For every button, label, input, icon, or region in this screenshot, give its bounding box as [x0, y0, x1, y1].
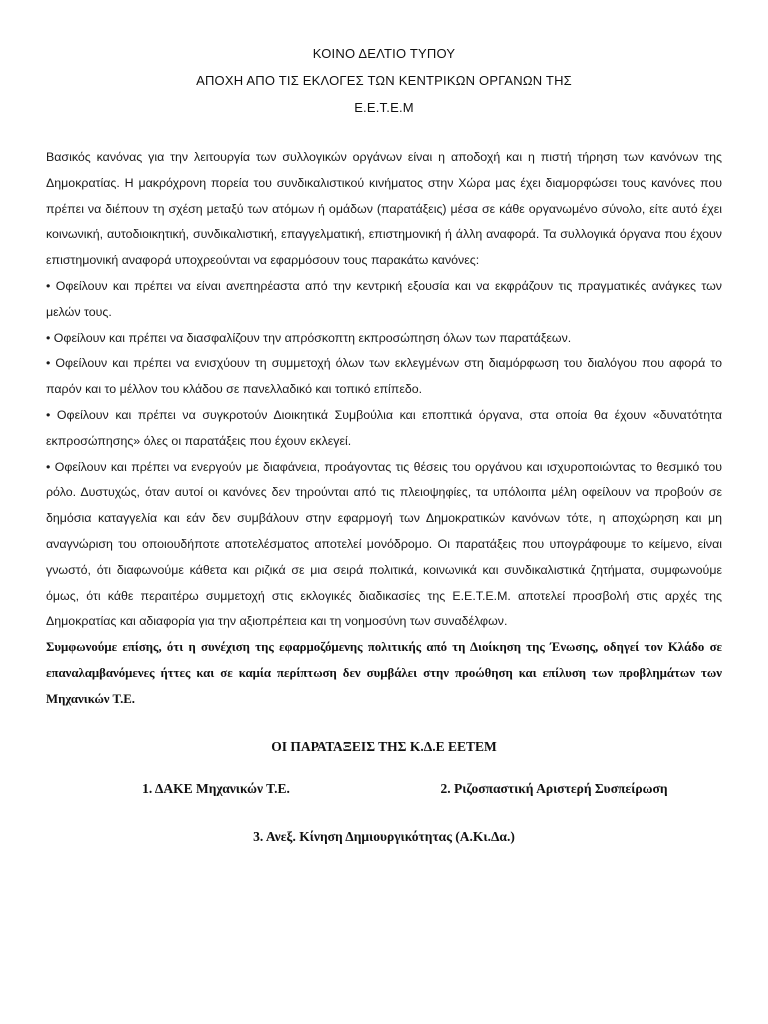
document-body — [46, 145, 722, 713]
signatory-2: 2. Ριζοσπαστική Αριστερή Συσπείρωση — [440, 780, 668, 796]
document-header — [46, 40, 722, 121]
signatories-title: ΟΙ ΠΑΡΑΤΑΞΕΙΣ ΤΗΣ Κ.Δ.Ε ΕΕΤΕΜ — [271, 738, 497, 754]
bullet-1: • Οφείλουν και πρέπει να είναι ανεπηρέαστα από την κεντρική εξουσία και να εκφράζουν τις πραγματικές ανάγκες των μελών τους. — [46, 278, 722, 319]
signatory-1: 1. ΔΑΚΕ Μηχανικών Τ.Ε. — [142, 780, 290, 796]
bullet-3: • Οφείλουν και πρέπει να ενισχύουν τη συμμετοχή όλων των εκλεγμένων στη διαμόρφωση του διαλόγου που αφορά το παρόν και το μέλλον του κλάδου σε πανελλαδικό και τοπικό επίπεδο. — [46, 356, 722, 397]
bullet-2: • Οφείλουν και πρέπει να διασφαλίζουν την απρόσκοπτη εκπροσώπηση όλων των παρατάξεων. — [46, 330, 572, 345]
header-line-1: ΚΟΙΝΟ ΔΕΛΤΙΟ ΤΥΠΟΥ — [312, 46, 456, 61]
bold-statement: Συμφωνούμε επίσης, ότι η συνέχιση της εφαρμοζόμενης πολιτικής από τη Διοίκηση της Ένωσης, οδηγεί τον Κλάδο σε επαναλαμβανόμενες ήττες και σε καμία περίπτωση δεν συμβάλει στην προώθηση και επίλυση των προβλημάτων των Μηχανικών Τ.Ε. — [46, 640, 722, 706]
signatories-row — [46, 781, 722, 797]
intro-paragraph: Βασικός κανόνας για την λειτουργία των συλλογικών οργάνων είναι η αποδοχή και η πιστή τήρηση των κανόνων της Δημοκρατίας. Η μακρόχρονη πορεία του συνδικαλιστικού κινήματος στην Χώρα μας έχει διαμορφώσει τους κανόνες που πρέπει να διέπουν τη σχέση μεταξύ των ατόμων ή ομάδων (παρατάξεις) μέσα σε κάθε οργανωμένο σύνολο, είτε αυτό έχει κοινωνική, αυτοδιοικητική, συνδικαλιστική, επαγγελματική, επιστημονική ή άλλη αναφορά. Τα συλλογικά όργανα που έχουν επιστημονική αναφορά υποχρεούνται να εφαρμόσουν τους παρακάτω κανόνες: — [46, 150, 722, 268]
header-line-3: Ε.Ε.Τ.Ε.Μ — [354, 100, 414, 115]
bullet-4: • Οφείλουν και πρέπει να συγκροτούν Διοικητικά Συμβούλια και εποπτικά όργανα, στα οποία θα έχουν «δυνατότητα εκπροσώπησης» όλες οι παρατάξεις που έχουν εκλεγεί. — [46, 407, 722, 448]
header-line-2: ΑΠΟΧΗ ΑΠΟ ΤΙΣ ΕΚΛΟΓΕΣ ΤΩΝ ΚΕΝΤΡΙΚΩΝ ΟΡΓΑΝΩΝ ΤΗΣ — [196, 73, 572, 88]
press-release-document — [46, 40, 722, 845]
signatory-3: 3. Ανεξ. Κίνηση Δημιουργικότητας (Α.Κι.Δα.) — [253, 828, 515, 844]
bullet-5: • Οφείλουν και πρέπει να ενεργούν με διαφάνεια, προάγοντας τις θέσεις του οργάνου και ισχυροποιώντας το θεσμικό του ρόλο. Δυστυχώς, όταν αυτοί οι κανόνες δεν τηρούνται από τις πλειοψηφίες, τα υπόλοιπα μέλη οφείλουν να προβούν σε δημόσια καταγγελία και εάν δεν συμβάλουν στην εφαρμογή των Δημοκρατικών κανόνων τότε, η αποχώρηση και μη αναγνώριση του οποιουδήποτε αποτελέσματος αποτελεί μονόδρομο. Οι παρατάξεις που υπογράφουμε το κείμενο, είναι γνωστό, ότι διαφωνούμε κάθετα και ριζικά σε μια σειρά πολιτικά, κοινωνικά και συνδικαλιστικά ζητήματα, συμφωνούμε όμως, ότι κάθε περαιτέρω συμμετοχή στις εκλογικές διαδικασίες της Ε.Ε.Τ.Ε.Μ. αποτελεί προσβολή στις αρχές της Δημοκρατίας και αδιαφορία για την αξιοπρέπεια και τη νοημοσύνη των συναδέλφων. — [46, 459, 722, 629]
